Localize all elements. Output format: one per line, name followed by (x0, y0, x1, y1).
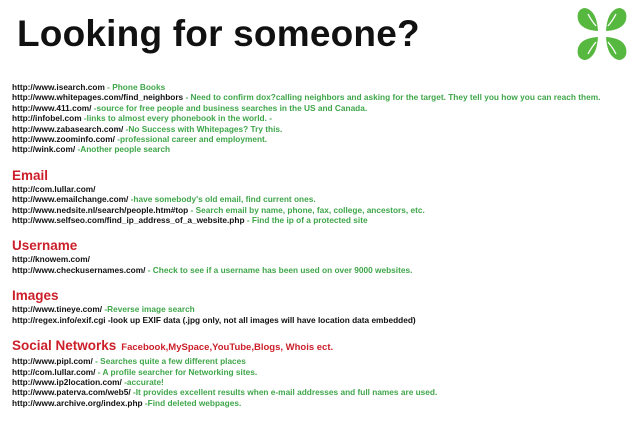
link-url[interactable]: http://www.zoominfo.com/ (12, 134, 115, 145)
link-url[interactable]: http://com.lullar.com/ (12, 366, 96, 377)
username-section (12, 237, 637, 275)
link-row (12, 194, 637, 204)
link-description: -have somebody's old email, find current ones. (128, 194, 316, 205)
link-description: -No Success with Whitepages? Try this. (123, 123, 283, 134)
intro-section (12, 82, 637, 155)
link-url[interactable]: http://www.pipl.com/ (12, 356, 93, 367)
link-url[interactable]: http://wink.com/ (12, 144, 76, 155)
link-row (12, 254, 637, 264)
link-row (12, 113, 637, 123)
link-row (12, 124, 637, 134)
link-url[interactable]: http://www.tineye.com/ (12, 304, 103, 315)
link-url[interactable]: http://www.ip2location.com/ (12, 376, 122, 387)
link-row (12, 387, 637, 397)
link-description: - A profile searcher for Networking sites. (95, 366, 258, 377)
section-title-username: Username (12, 238, 78, 254)
email-section (12, 167, 637, 226)
link-description: -Another people search (75, 144, 171, 155)
link-row (12, 184, 637, 194)
content (12, 82, 637, 420)
link-url[interactable]: http://www.411.com/ (12, 102, 92, 113)
link-row (12, 134, 637, 144)
link-row (12, 356, 637, 366)
link-row (12, 398, 637, 408)
link-description: - Searches quite a few different places (92, 356, 246, 367)
link-row (12, 304, 637, 314)
link-description: - Search email by name, phone, fax, college, ancestors, etc. (188, 204, 425, 215)
link-row (12, 103, 637, 113)
section-title-social-label: Social Networks (12, 338, 117, 354)
link-url[interactable]: http://www.selfseo.com/find_ip_address_of_a_website.php (12, 215, 245, 226)
link-row (12, 205, 637, 215)
link-description: -Reverse image search (102, 304, 195, 315)
link-description: - Need to confirm dox?calling neighbors and asking for the target. They tell you how you can reach them. (183, 92, 601, 103)
social-section (12, 337, 637, 408)
link-url[interactable]: http://www.checkusernames.com/ (12, 264, 146, 275)
link-url[interactable]: http://www.isearch.com (12, 82, 105, 92)
section-title-social (12, 337, 637, 356)
link-row (12, 92, 637, 102)
link-description: -accurate! (121, 376, 164, 387)
link-url[interactable]: http://www.archive.org/index.php (12, 397, 143, 408)
link-description: -Find deleted webpages. (142, 397, 242, 408)
link-description: -look up EXIF data (.jpg only, not all images will have location data embedded) (105, 314, 416, 325)
link-url[interactable]: http://infobel.com (12, 113, 82, 124)
link-url[interactable]: http://www.emailchange.com/ (12, 194, 129, 205)
section-subtitle-social: Facebook,MySpace,YouTube,Blogs, Whois ect. (121, 342, 334, 354)
link-url[interactable]: http://com.lullar.com/ (12, 183, 96, 194)
link-url[interactable]: http://www.zabasearch.com/ (12, 123, 124, 134)
link-row (12, 265, 637, 275)
link-url[interactable]: http://www.paterva.com/web5/ (12, 387, 131, 398)
four-leaf-clover-icon (574, 6, 630, 62)
link-row (12, 144, 637, 154)
page-title: Looking for someone? (17, 13, 420, 54)
section-title-email: Email (12, 167, 49, 183)
link-row (12, 82, 637, 92)
link-url[interactable]: http://www.whitepages.com/find_neighbors (12, 92, 184, 103)
images-section (12, 287, 637, 325)
link-description: -links to almost every phonebook in the world. - (81, 113, 272, 124)
link-description: -source for free people and business searches in the US and Canada. (91, 102, 368, 113)
link-row (12, 367, 637, 377)
link-description: -It provides excellent results when e-mail addresses and full names are used. (130, 387, 438, 398)
link-url[interactable]: http://knowem.com/ (12, 254, 90, 265)
link-row (12, 377, 637, 387)
link-description: - Find the ip of a protected site (244, 215, 368, 226)
section-title-images: Images (12, 288, 59, 304)
link-row (12, 315, 637, 325)
link-description: - Phone Books (104, 82, 166, 92)
link-url[interactable]: http://regex.info/exif.cgi (12, 314, 106, 325)
link-row (12, 215, 637, 225)
link-description: - Check to see if a username has been used on over 9000 websites. (145, 264, 413, 275)
link-description: -professional career and employment. (114, 134, 268, 145)
link-url[interactable]: http://www.nedsite.nl/search/people.htm#top (12, 204, 189, 215)
